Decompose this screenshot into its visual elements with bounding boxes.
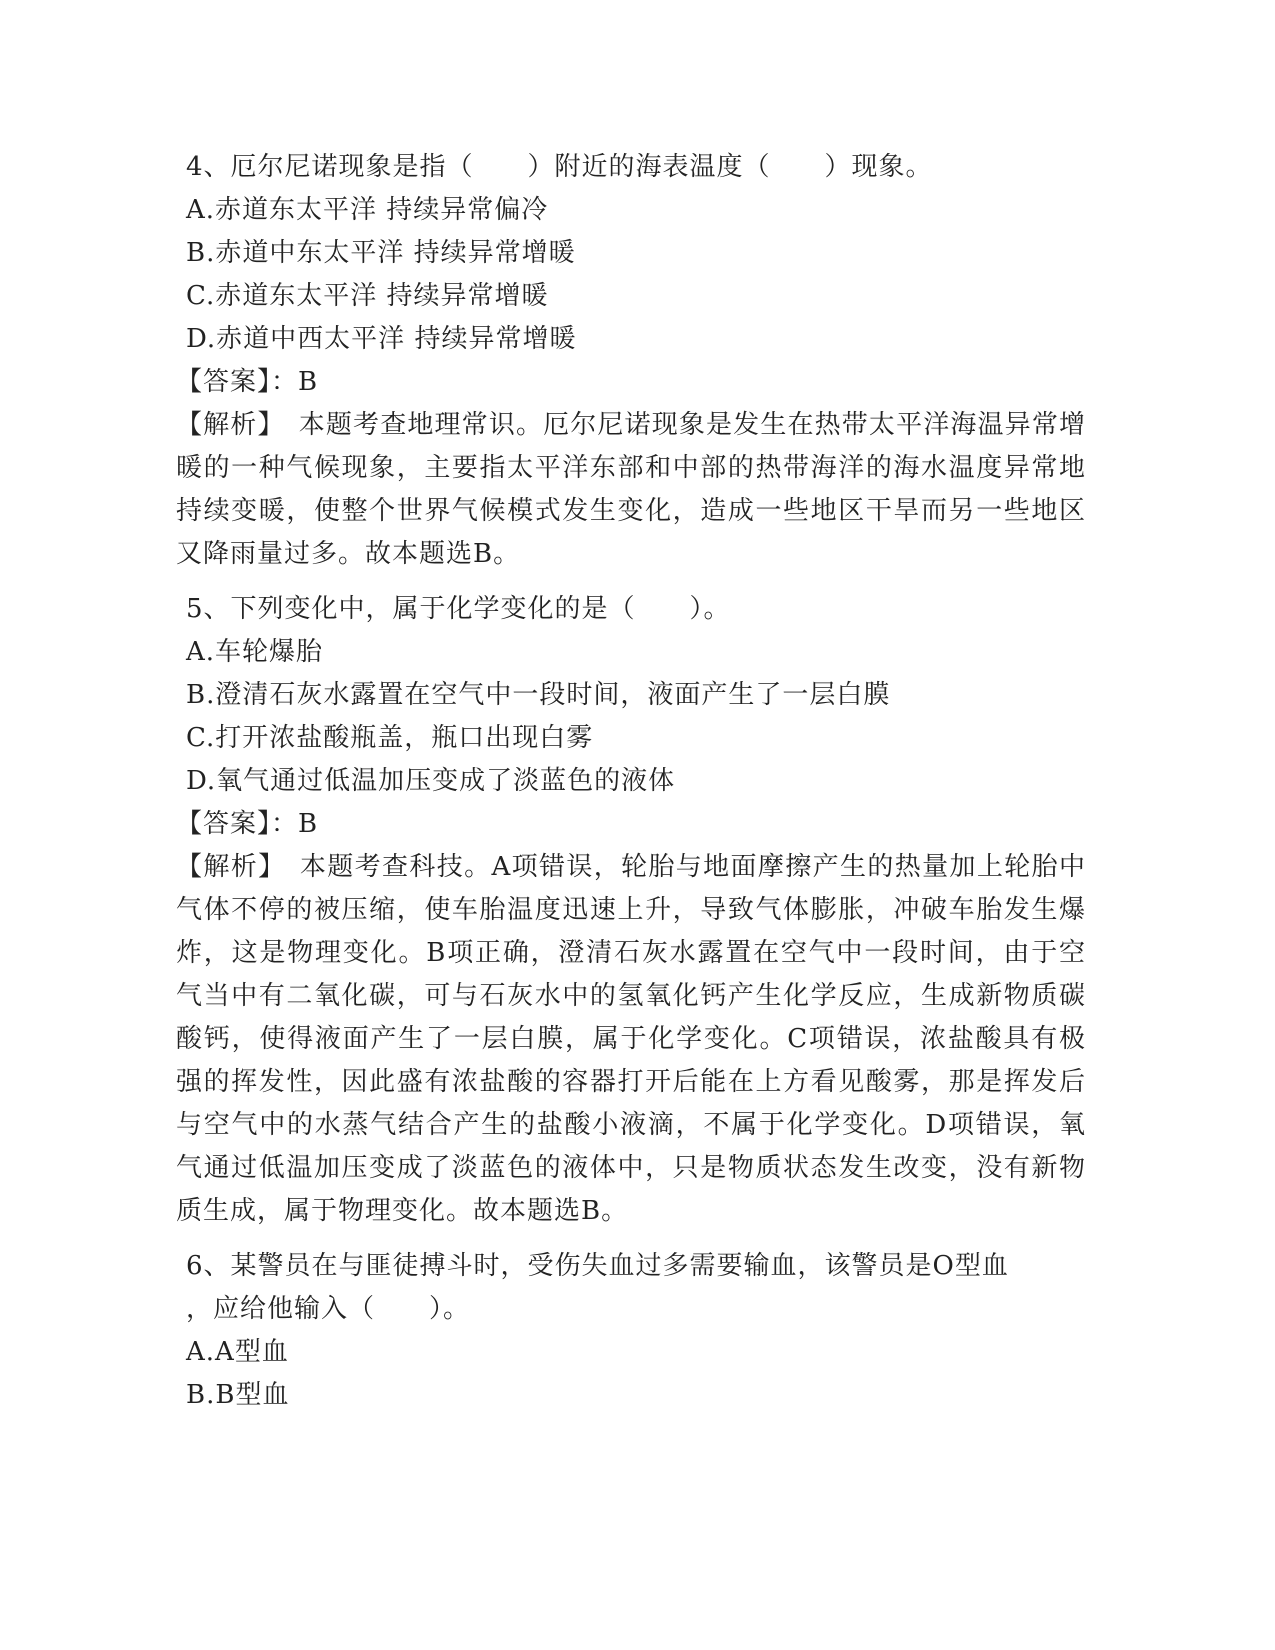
option-b: B.赤道中东太平洋 持续异常增暖 — [186, 238, 576, 268]
question-5 — [176, 588, 1086, 1233]
option-d: D.赤道中西太平洋 持续异常增暖 — [186, 324, 577, 354]
answer: 【答案】：B — [176, 367, 319, 397]
spacer — [186, 1233, 1086, 1245]
question-6 — [186, 1245, 1086, 1417]
option-a: A.车轮爆胎 — [186, 637, 324, 667]
question-4 — [176, 146, 1086, 576]
option-a: A.赤道东太平洋 持续异常偏冷 — [186, 195, 549, 225]
question-stem-line-1: 6、某警员在与匪徒搏斗时，受伤失血过多需要输血，该警员是O型血 — [186, 1251, 1009, 1281]
option-c: C.打开浓盐酸瓶盖，瓶口出现白雾 — [186, 723, 594, 753]
option-b: B.澄清石灰水露置在空气中一段时间，液面产生了一层白膜 — [186, 680, 891, 710]
explanation: 【解析】 本题考查地理常识。厄尔尼诺现象是发生在热带太平洋海温异常增暖的一种气候现象，主要指太平洋东部和中部的热带海洋的海水温度异常地持续变暖，使整个世界气候模式发生变化，造成一些地区干旱而另一些地区又降雨量过多。故本题选B。 — [176, 410, 1086, 569]
question-stem-line-2: ，应给他输入（ ）。 — [186, 1294, 471, 1324]
explanation: 【解析】 本题考查科技。A项错误，轮胎与地面摩擦产生的热量加上轮胎中气体不停的被压缩，使车胎温度迅速上升，导致气体膨胀，冲破车胎发生爆炸，这是物理变化。B项正确，澄清石灰水露置在空气中一段时间，由于空气当中有二氧化碳，可与石灰水中的氢氧化钙产生化学反应，生成新物质碳酸钙，使得液面产生了一层白膜，属于化学变化。C项错误，浓盐酸具有极强的挥发性，因此盛有浓盐酸的容器打开后能在上方看见酸雾，那是挥发后与空气中的水蒸气结合产生的盐酸小液滴，不属于化学变化。D项错误，氧气通过低温加压变成了淡蓝色的液体中，只是物质状态发生改变，没有新物质生成，属于物理变化。故本题选B。 — [176, 852, 1086, 1226]
option-c: C.赤道东太平洋 持续异常增暖 — [186, 281, 549, 311]
question-stem: 4、厄尔尼诺现象是指（ ）附近的海表温度（ ）现象。 — [186, 152, 933, 182]
option-b: B.B型血 — [186, 1380, 290, 1410]
spacer — [186, 576, 1086, 588]
document-content — [176, 146, 1086, 1417]
question-stem: 5、下列变化中，属于化学变化的是（ ）。 — [186, 594, 731, 624]
option-d: D.氧气通过低温加压变成了淡蓝色的液体 — [186, 766, 676, 796]
option-a: A.A型血 — [186, 1337, 289, 1367]
answer: 【答案】：B — [176, 809, 319, 839]
